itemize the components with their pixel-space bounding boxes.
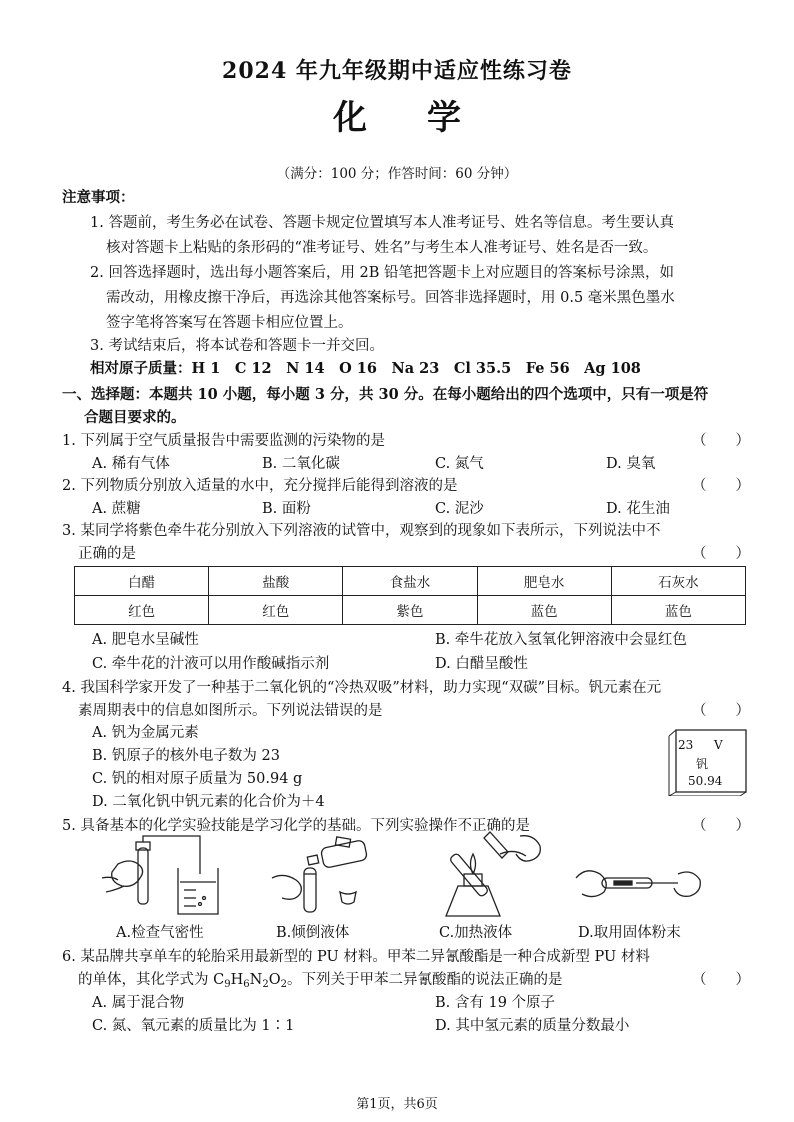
element-mass: 50.94 xyxy=(688,774,723,788)
airtightness-check-illustration xyxy=(100,834,220,920)
subject-title: 化学 xyxy=(333,98,521,138)
q3-option-c: C. 牵牛花的汁液可以用作酸碱指示剂 xyxy=(92,656,330,672)
q1-answer-paren: （ ） xyxy=(692,433,750,449)
q1-option-b: B. 二氧化碳 xyxy=(262,456,340,472)
table-cell: 石灰水 xyxy=(611,567,745,596)
q4-answer-paren: （ ） xyxy=(692,703,750,719)
exam-meta: （满分：100 分；作答时间：60 分钟） xyxy=(276,166,518,182)
q2-option-a: A. 蔗糖 xyxy=(92,501,141,517)
notes-heading: 注意事项： xyxy=(62,189,135,206)
q6-stem-prefix: 的单体，其化学式为 xyxy=(78,972,214,988)
q3-option-b: B. 牵牛花放入氢氧化钾溶液中会显红色 xyxy=(435,632,687,648)
q6-stem-line-2 xyxy=(78,968,562,990)
note-2-line-1: 2. 回答选择题时，选出每小题答案后，用 2B 铅笔把答题卡上对应题目的答案标号涂黑，如 xyxy=(90,265,675,281)
note-2-line-3: 签字笔将答案写在答题卡相应位置上。 xyxy=(106,315,353,331)
q6-option-b: B. 含有 19 个原子 xyxy=(435,995,556,1011)
table-cell: 红色 xyxy=(209,596,343,625)
taking-powder-illustration xyxy=(574,856,704,916)
chemical-formula: $C_9H_6N_2O_2$ xyxy=(213,972,287,990)
section-1-line-1: 一、选择题：本题共 10 小题，每小题 3 分，共 30 分。在每小题给出的四个选项中，只有一项是符 xyxy=(62,386,709,403)
periodic-element-vanadium xyxy=(668,724,748,794)
q2-option-c: C. 泥沙 xyxy=(435,501,484,517)
q4-option-c: C. 钒的相对原子质量为 50.94 g xyxy=(92,771,303,787)
q4-stem-line-1: 4. 我国科学家开发了一种基于二氧化钒的“冷热双吸”材料，助力实现“双碳”目标。钒元素在元 xyxy=(62,680,662,696)
table-cell: 盐酸 xyxy=(209,567,343,596)
note-3: 3. 考试结束后，将本试卷和答题卡一并交回。 xyxy=(90,338,384,354)
pouring-liquid-illustration xyxy=(270,834,390,920)
q3-option-a: A. 肥皂水呈碱性 xyxy=(92,632,199,648)
q3-color-table xyxy=(74,566,746,625)
q1-option-d: D. 臭氧 xyxy=(606,456,656,472)
q5-option-b: B.倾倒液体 xyxy=(276,925,350,941)
table-cell: 紫色 xyxy=(343,596,477,625)
q6-option-c: C. 氮、氧元素的质量比为 1∶1 xyxy=(92,1018,295,1034)
exam-title: 2024 年九年级期中适应性练习卷 xyxy=(222,58,572,84)
q2-option-d: D. 花生油 xyxy=(606,501,670,517)
table-cell: 蓝色 xyxy=(477,596,611,625)
note-1-line-2: 核对答题卡上粘贴的条形码的“准考证号、姓名”与考生本人准考证号、姓名是否一致。 xyxy=(106,240,658,256)
note-2-line-2: 需改动，用橡皮擦干净后，再选涂其他答案标号。回答非选择题时，用 0.5 毫米黑色墨水 xyxy=(106,290,675,306)
q2-stem: 2. 下列物质分别放入适量的水中，充分搅拌后能得到溶液的是 xyxy=(62,478,458,494)
q4-stem-line-2: 素周期表中的信息如图所示。下列说法错误的是 xyxy=(78,703,383,719)
table-row xyxy=(75,596,746,625)
q6-option-d: D. 其中氢元素的质量分数最小 xyxy=(435,1018,630,1034)
table-header-row xyxy=(75,567,746,596)
section-1-line-2: 合题目要求的。 xyxy=(84,409,186,426)
element-symbol: V xyxy=(714,738,723,752)
q3-stem-line-1: 3. 某同学将紫色牵牛花分别放入下列溶液的试管中，观察到的现象如下表所示，下列说法中不 xyxy=(62,523,661,539)
q6-answer-paren: （ ） xyxy=(692,972,750,988)
q5-option-d: D.取用固体粉末 xyxy=(578,925,681,941)
atomic-masses: 相对原子质量：H 1 C 12 N 14 O 16 Na 23 Cl 35.5 Fe 56 Ag 108 xyxy=(90,360,641,377)
table-cell: 肥皂水 xyxy=(477,567,611,596)
q1-stem: 1. 下列属于空气质量报告中需要监测的污染物的是 xyxy=(62,433,385,449)
q4-option-b: B. 钒原子的核外电子数为 23 xyxy=(92,748,280,764)
q6-option-a: A. 属于混合物 xyxy=(92,995,185,1011)
heating-liquid-illustration xyxy=(430,830,550,920)
q6-stem-suffix: 。下列关于甲苯二异氰酸酯的说法正确的是 xyxy=(286,972,563,988)
table-cell: 白醋 xyxy=(75,567,209,596)
q4-option-a: A. 钒为金属元素 xyxy=(92,725,199,741)
q1-option-a: A. 稀有气体 xyxy=(92,456,170,472)
page-number: 第1页，共6页 xyxy=(356,1097,438,1112)
q5-answer-paren: （ ） xyxy=(692,818,750,834)
q5-option-c: C.加热液体 xyxy=(439,925,513,941)
q3-option-d: D. 白醋呈酸性 xyxy=(435,656,528,672)
q2-option-b: B. 面粉 xyxy=(262,501,311,517)
table-cell: 红色 xyxy=(75,596,209,625)
q3-answer-paren: （ ） xyxy=(692,546,750,562)
q3-stem-line-2: 正确的是 xyxy=(78,546,136,562)
q2-answer-paren: （ ） xyxy=(692,478,750,494)
element-name: 钒 xyxy=(696,757,709,771)
q6-stem-line-1: 6. 某品牌共享单车的轮胎采用最新型的 PU 材料。甲苯二异氰酸酯是一种合成新型 PU 材料 xyxy=(62,949,650,965)
table-cell: 蓝色 xyxy=(611,596,745,625)
element-atomic-number: 23 xyxy=(678,738,694,752)
q5-option-a: A.检查气密性 xyxy=(116,925,204,941)
q4-option-d: D. 二氧化钒中钒元素的化合价为＋4 xyxy=(92,794,325,810)
q1-option-c: C. 氮气 xyxy=(435,456,484,472)
q5-stem: 5. 具备基本的化学实验技能是学习化学的基础。下列实验操作不正确的是 xyxy=(62,818,530,834)
table-cell: 食盐水 xyxy=(343,567,477,596)
note-1-line-1: 1. 答题前，考生务必在试卷、答题卡规定位置填写本人准考证号、姓名等信息。考生要认真 xyxy=(90,215,674,231)
